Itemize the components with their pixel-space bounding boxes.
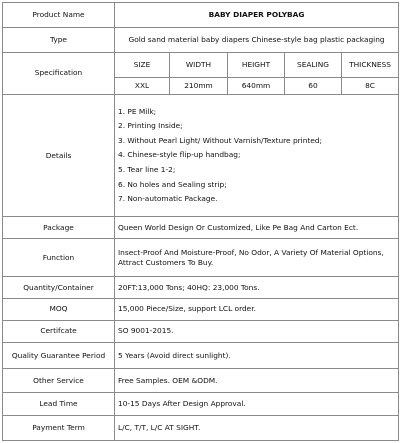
quantity-row bbox=[3, 277, 399, 299]
payment-label: Payment Term bbox=[3, 416, 115, 441]
spec-header-size: SIZE bbox=[115, 52, 170, 77]
details-item: 1. PE Milk; bbox=[118, 106, 157, 116]
details-item: 3. Without Pearl Light/ Without Varnish/Texture printed; bbox=[118, 135, 323, 145]
spec-value-sealing: 60 bbox=[285, 77, 342, 95]
lead-time-value: 10-15 Days After Design Approval. bbox=[115, 393, 399, 416]
type-value: Gold sand material baby diapers Chinese-style bag plastic packaging bbox=[115, 27, 399, 52]
details-item: 6. No holes and Sealing strip; bbox=[118, 179, 227, 189]
spec-header-row bbox=[3, 52, 399, 77]
payment-value: L/C, T/T, L/C AT SIGHT. bbox=[115, 416, 399, 441]
package-row bbox=[3, 217, 399, 239]
moq-label: MOQ bbox=[3, 299, 115, 321]
certificate-row bbox=[3, 320, 399, 342]
spec-value-width: 210mm bbox=[170, 77, 228, 95]
certificate-value: SO 9001-2015. bbox=[115, 320, 399, 342]
product-name-label: Product Name bbox=[3, 3, 115, 28]
details-list bbox=[115, 95, 399, 217]
spec-header-thickness: THICKNESS bbox=[342, 52, 399, 77]
function-label: Function bbox=[3, 239, 115, 277]
other-service-row bbox=[3, 369, 399, 393]
package-label: Package bbox=[3, 217, 115, 239]
spec-header-height: HEIGHT bbox=[228, 52, 285, 77]
quality-value: 5 Years (Avoid direct sunlight). bbox=[115, 342, 399, 369]
function-value: Insect-Proof And Moisture-Proof, No Odor, A Variety Of Material Options, Attract Customers To Buy. bbox=[115, 239, 399, 277]
other-service-value: Free Samples. OEM &ODM. bbox=[115, 369, 399, 393]
details-item: 4. Chinese-style flip-up handbag; bbox=[118, 150, 241, 160]
product-name-value: BABY DIAPER POLYBAG bbox=[115, 3, 399, 28]
spec-header-sealing: SEALING bbox=[285, 52, 342, 77]
type-label: Type bbox=[3, 27, 115, 52]
details-item: 5. Tear line 1-2; bbox=[118, 165, 176, 174]
spec-value-size: XXL bbox=[115, 77, 170, 95]
package-value: Queen World Design Or Customized, Like Pe Bag And Carton Ect. bbox=[115, 217, 399, 239]
product-name-row bbox=[3, 3, 399, 28]
details-label: Details bbox=[3, 95, 115, 217]
details-item: 7. Non-automatic Package. bbox=[118, 194, 218, 204]
spec-value-thickness: 8C bbox=[342, 77, 399, 95]
lead-time-row bbox=[3, 393, 399, 416]
quality-row bbox=[3, 342, 399, 369]
spec-value-height: 640mm bbox=[228, 77, 285, 95]
quantity-value: 20FT:13,000 Tons; 40HQ: 23,000 Tons. bbox=[115, 277, 399, 299]
spec-header-width: WIDTH bbox=[170, 52, 228, 77]
quantity-label: Quantity/Container bbox=[3, 277, 115, 299]
function-row bbox=[3, 239, 399, 277]
moq-value: 15,000 Piece/Size, support LCL order. bbox=[115, 299, 399, 321]
type-row bbox=[3, 27, 399, 52]
payment-row bbox=[3, 416, 399, 441]
certificate-label: Certifcate bbox=[3, 320, 115, 342]
details-row bbox=[3, 95, 399, 217]
other-service-label: Other Service bbox=[3, 369, 115, 393]
specification-label: Specification bbox=[3, 52, 115, 94]
quality-label: Quality Guarantee Period bbox=[3, 342, 115, 369]
moq-row bbox=[3, 299, 399, 321]
product-spec-table bbox=[2, 2, 399, 441]
details-item: 2. Printing Inside; bbox=[118, 121, 183, 131]
lead-time-label: Lead Time bbox=[3, 393, 115, 416]
